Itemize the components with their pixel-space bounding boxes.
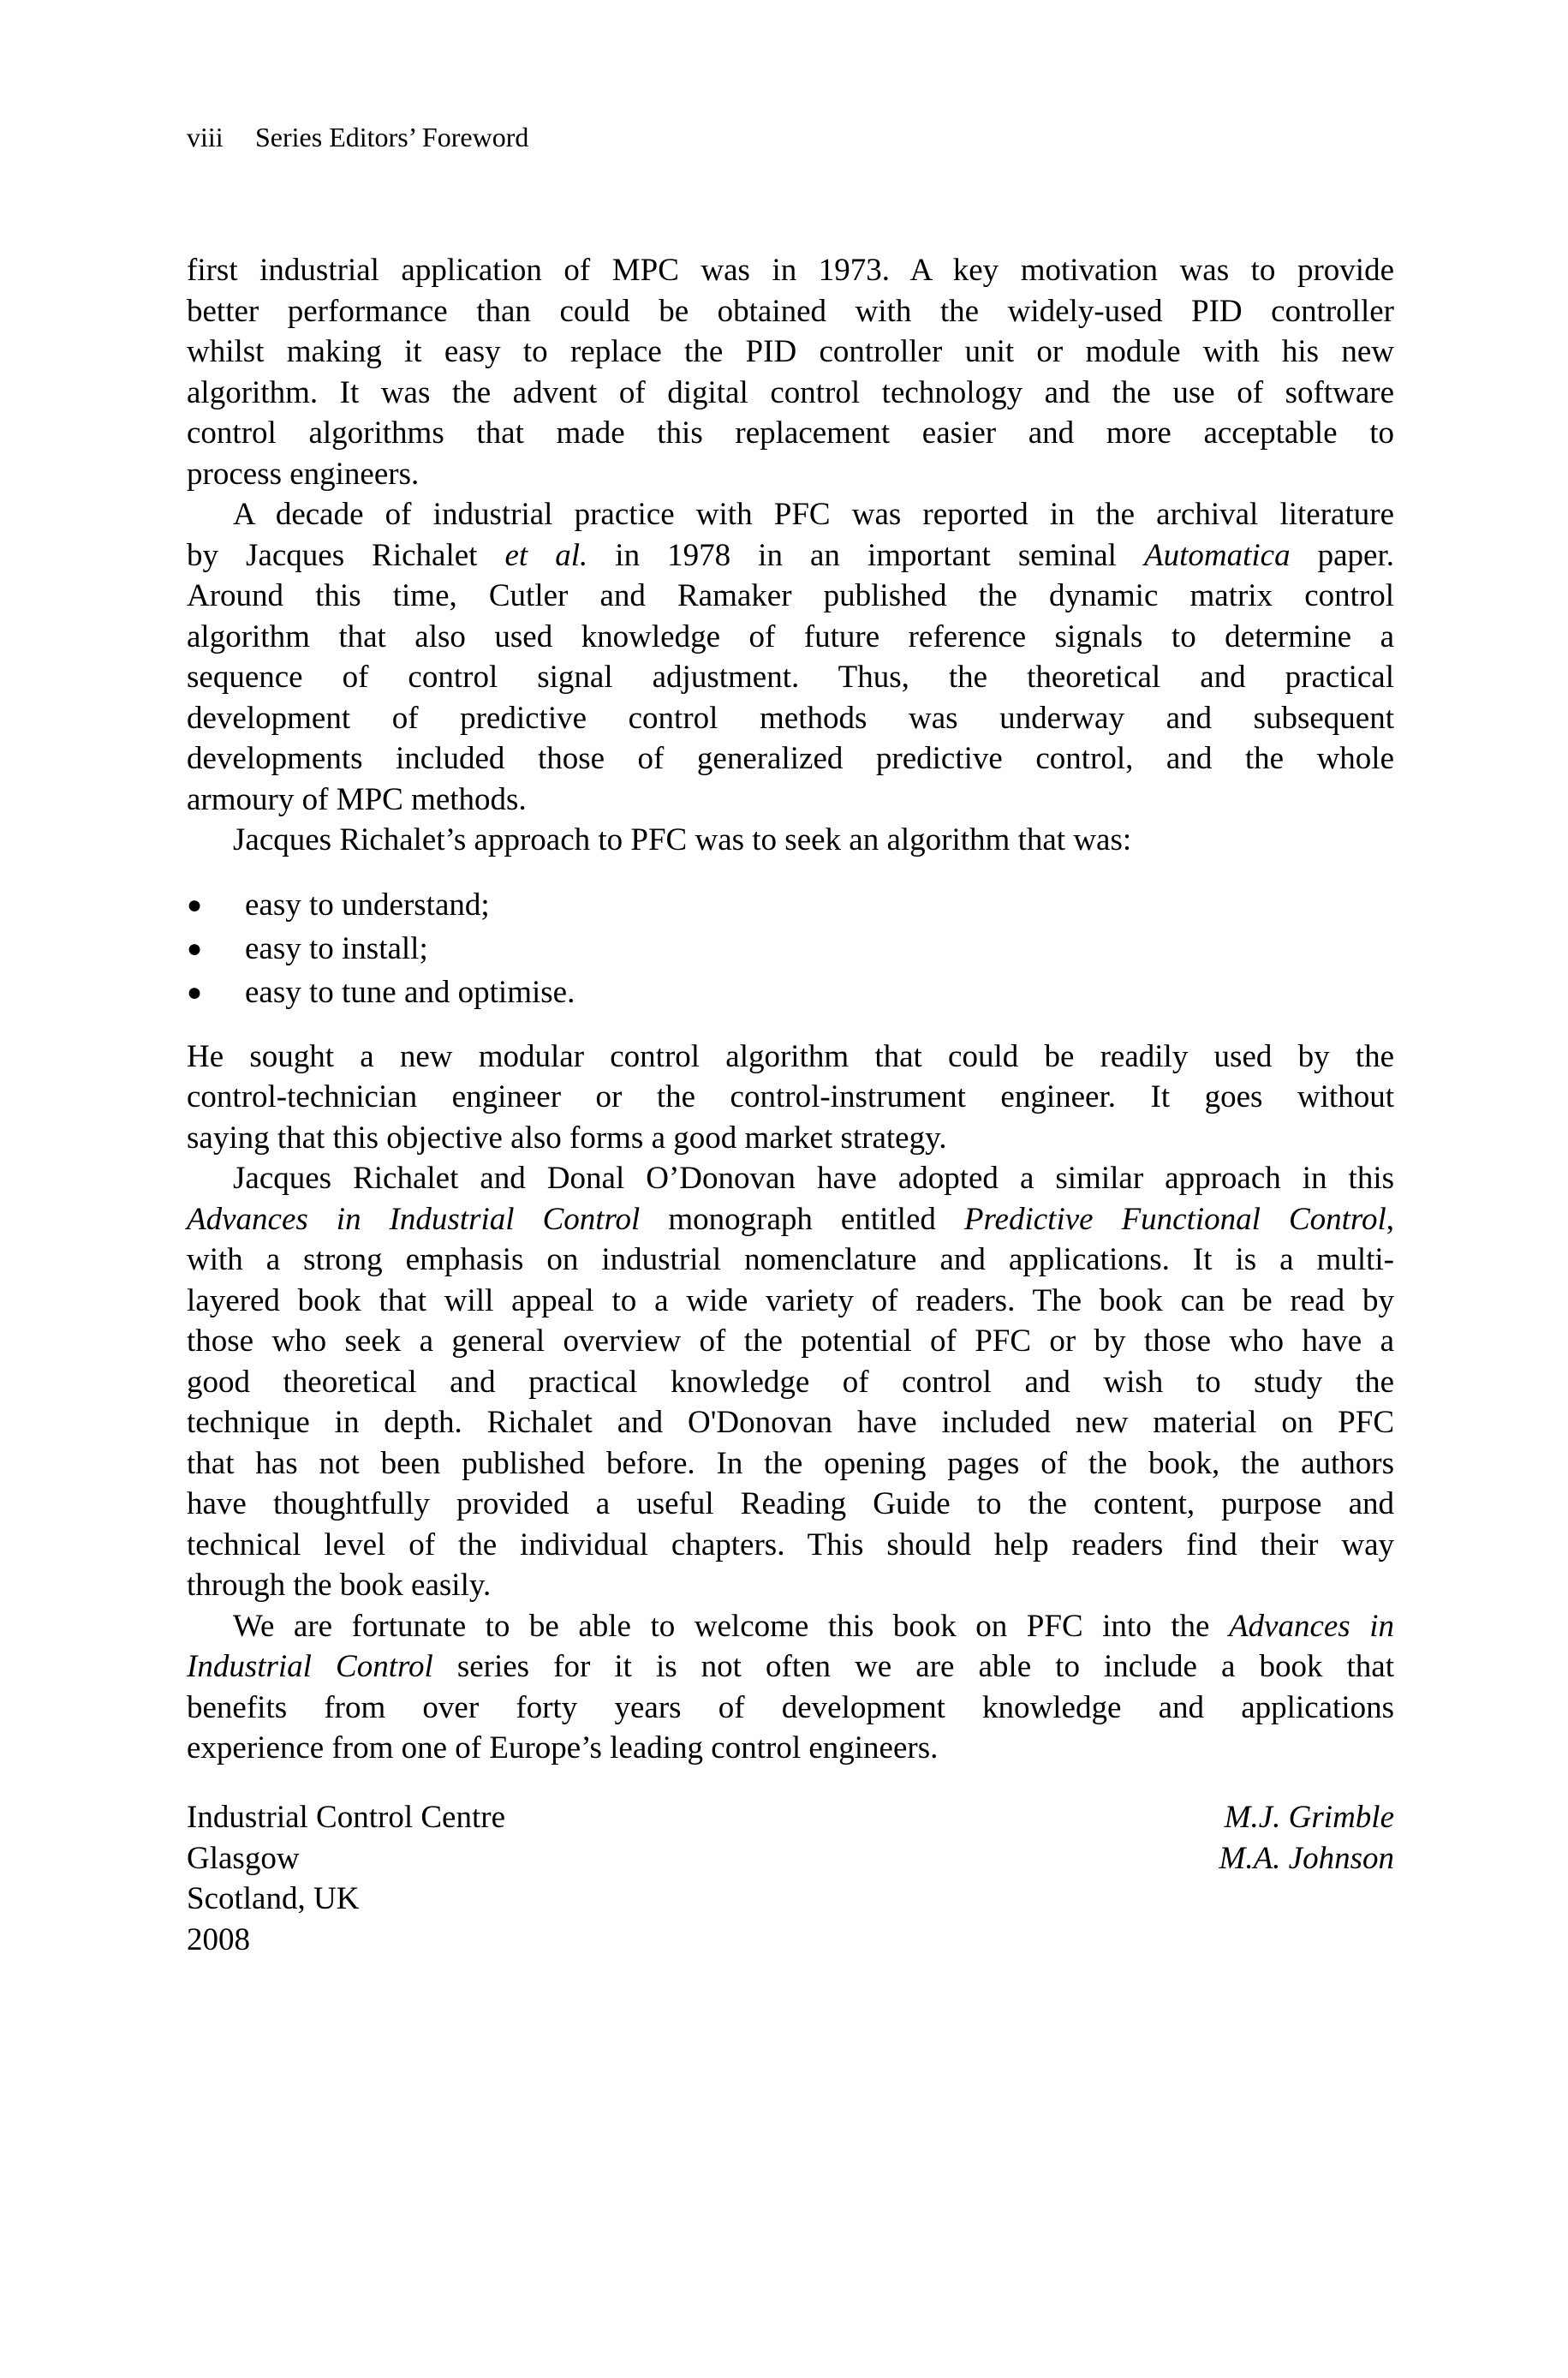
editor-name: M.A. Johnson [1219, 1840, 1394, 1876]
text-line: by Jacques Richalet et al. in 1978 in an important seminal Automatica paper. [187, 537, 1395, 573]
editor-name: M.J. Grimble [1224, 1800, 1394, 1835]
text-line: saying that this objective also forms a good market strategy. [187, 1120, 947, 1156]
text-line: first industrial application of MPC was in 1973. A key motivation was to provide [187, 253, 1394, 288]
text-line: that has not been published before. In the opening pages of the book, the authors [187, 1445, 1394, 1481]
text-line: A decade of industrial practice with PFC was reported in the archival literature [233, 497, 1394, 532]
paragraph [187, 1158, 1394, 1606]
paragraph [187, 494, 1394, 820]
text-line: We are fortunate to be able to welcome this book on PFC into the Advances in [233, 1608, 1394, 1644]
text-line: algorithm that also used knowledge of future reference signals to determine a [187, 618, 1394, 654]
text-line: sequence of control signal adjustment. Thus, the theoretical and practical [187, 660, 1394, 695]
paragraphs-before-list [187, 250, 1394, 861]
text-line: control algorithms that made this replacement easier and more acceptable to [187, 415, 1394, 451]
running-header [187, 120, 528, 154]
text-line: better performance than could be obtained with the widely-used PID controller [187, 293, 1394, 329]
text-line: developments included those of generalized predictive control, and the whole [187, 741, 1394, 776]
text-line: have thoughtfully provided a useful Reading Guide to the content, purpose and [187, 1486, 1394, 1521]
text-line: with a strong emphasis on industrial nomenclature and applications. It is a multi- [187, 1242, 1394, 1277]
bullet-icon: ● [187, 934, 203, 963]
text-line: control-technician engineer or the control-instrument engineer. It goes without [187, 1079, 1394, 1114]
text-line: benefits from over forty years of development knowledge and applications [187, 1689, 1394, 1725]
address-year: 2008 [187, 1921, 250, 1957]
text-line: Jacques Richalet’s approach to PFC was to seek an algorithm that was: [233, 822, 1132, 857]
bullet-text: easy to tune and optimise. [245, 974, 575, 1010]
text-line: those who seek a general overview of the potential of PFC or by those who have a [187, 1323, 1394, 1359]
text-line: Jacques Richalet and Donal O’Donovan have adopted a similar approach in this [233, 1161, 1394, 1196]
paragraph [187, 820, 1394, 861]
bullet-text: easy to understand; [245, 887, 490, 923]
bullet-icon: ● [187, 977, 203, 1007]
page-number: viii [187, 122, 224, 152]
address-line: Industrial Control Centre [187, 1800, 505, 1835]
bullet-list [187, 883, 1394, 1014]
text-line: good theoretical and practical knowledge of control and wish to study the [187, 1364, 1394, 1400]
text-line: experience from one of Europe’s leading control engineers. [187, 1730, 939, 1766]
bullet-text: easy to install; [245, 930, 428, 966]
text-line: Around this time, Cutler and Ramaker published the dynamic matrix control [187, 578, 1394, 613]
text-line: technical level of the individual chapters. This should help readers find their way [187, 1527, 1394, 1562]
text-line: Advances in Industrial Control monograph entitled Predictive Functional Control, [187, 1201, 1394, 1237]
body-text [187, 250, 1394, 1769]
paragraphs-after-list [187, 1037, 1394, 1769]
text-line: development of predictive control methods was underway and subsequent [187, 700, 1394, 736]
bullet-item [187, 927, 1394, 971]
signature-block [187, 1797, 1394, 1960]
text-line: process engineers. [187, 456, 420, 492]
address-line: Glasgow [187, 1840, 300, 1876]
bullet-item [187, 971, 1394, 1014]
bullet-icon: ● [187, 890, 203, 919]
paragraph [187, 250, 1394, 494]
text-line: He sought a new modular control algorithm that could be readily used by the [187, 1038, 1394, 1074]
text-line: layered book that will appeal to a wide variety of readers. The book can be read by [187, 1282, 1394, 1318]
paragraph [187, 1037, 1394, 1159]
text-line: whilst making it easy to replace the PID controller unit or module with his new [187, 334, 1394, 369]
paragraph [187, 1606, 1394, 1769]
text-line: algorithm. It was the advent of digital control technology and the use of software [187, 374, 1394, 410]
bullet-item [187, 883, 1394, 927]
text-line: Industrial Control series for it is not often we are able to include a book that [187, 1649, 1394, 1684]
text-line: technique in depth. Richalet and O'Donovan have included new material on PFC [187, 1405, 1394, 1440]
address-line: Scotland, UK [187, 1881, 360, 1916]
running-title: Series Editors’ Foreword [255, 122, 529, 152]
text-line: through the book easily. [187, 1568, 492, 1603]
text-line: armoury of MPC methods. [187, 781, 527, 817]
